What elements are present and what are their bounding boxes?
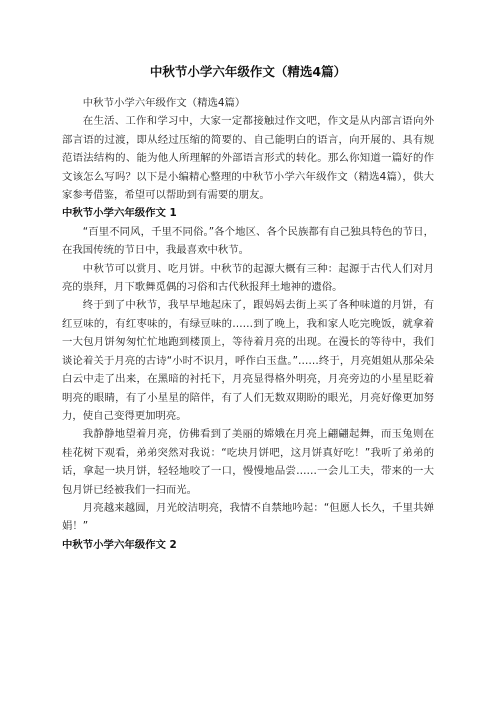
paragraph-2: 中秋节可以赏月、吃月饼。中秋节的起源大概有三种：起源于古代人们对月亮的祟拜，月下歌舞觅偶的习俗和古代秋报拜土地神的遗俗。 [62, 262, 434, 294]
paragraph-3: 终于到了中秋节，我早早地起床了，跟妈妈去街上买了各种味道的月饼，有红豆味的，有红枣味的，有绿豆味的……到了晚上，我和家人吃完晚饭，就拿着一大包月饼匆匆忙忙地跑到楼顶上，等待着月亮的出现。在漫长的等待中，我们谈论着关于月亮的古诗“小时不识月，呼作白玉盘。”……终于，月亮姐姐从那朵朵白云中走了出来，在黑暗的衬托下，月亮显得格外明亮，月亮旁边的小星星眨着明亮的眼睛，有了小星星的陪伴，有了人们无数双期盼的眼光，月亮好像更加努力，使自己变得更加明亮。 [62, 299, 434, 422]
section-2-heading: 中秋节小学六年级作文 2 [62, 538, 177, 551]
paragraph-4: 我静静地望着月亮，仿佛看到了美丽的嫦娥在月亮上翩翩起舞，而玉兔则在桂花树下观看，弟弟突然对我说：“吃块月饼吧，这月饼真好吃！”我听了弟弟的话，拿起一块月饼，轻轻地咬了一口，慢慢地品尝……一会儿工夫，带来的一大包月饼已经被我们一扫而光。 [62, 428, 434, 496]
preface-paragraph: 在生活、工作和学习中，大家一定都接触过作文吧，作文是从内部言语向外部言语的过渡，即从经过压缩的简要的、自己能明白的语言，向开展的、具有规范语法结构的、能为他人所理解的外部语言形式的转化。那么你知道一篇好的作文该怎么写吗？以下是小编精心整理的中秋节小学六年级作文（精选4篇），供大家参考借鉴，希望可以帮助到有需要的朋友。 [62, 115, 434, 202]
paragraph-5: 月亮越来越圆，月光皎洁明亮，我情不自禁地吟起：“但愿人长久，千里共婵娟！” [62, 501, 434, 533]
document-title: 中秋节小学六年级作文（精选4篇） [149, 64, 347, 79]
intro-line: 中秋节小学六年级作文（精选4篇） [82, 97, 246, 109]
document-body [62, 94, 434, 554]
section-1-heading: 中秋节小学六年级作文 1 [62, 207, 177, 220]
paragraph-1: “百里不同风，千里不同俗。”各个地区、各个民族都有自己独具特色的节日，在我国传统的节日中，我最喜欢中秋节。 [62, 225, 434, 257]
